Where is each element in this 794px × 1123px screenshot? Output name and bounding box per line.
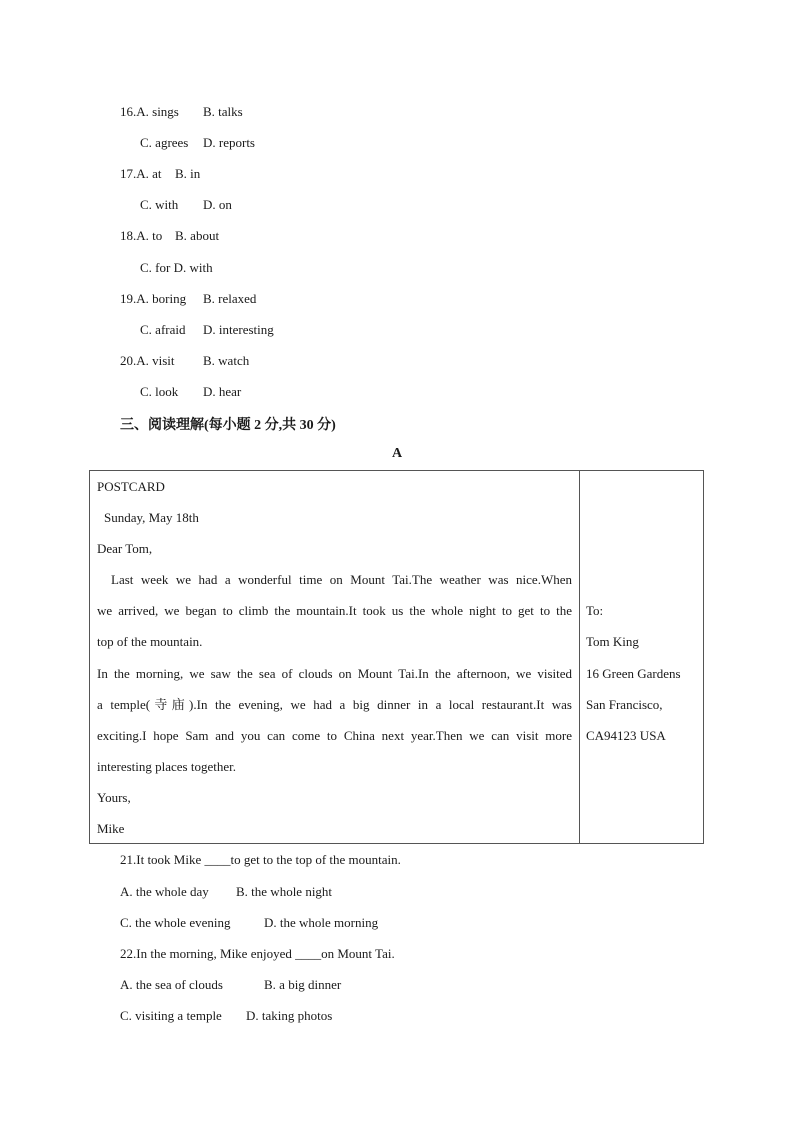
- q22-option-a: A. the sea of clouds: [120, 977, 223, 992]
- postcard-divider: [579, 471, 580, 843]
- q19-option-a: 19.A. boring: [120, 291, 187, 306]
- postcard-body-line-1: Last week we had a wonderful time on Mount Tai.The weather was nice.When: [111, 572, 572, 587]
- postcard-body-line-2: we arrived, we began to climb the mountain.It took us the whole night to get to the: [97, 603, 572, 618]
- q19-option-c: C. afraid: [140, 322, 186, 337]
- postcard-signature: Mike: [97, 821, 125, 836]
- q20-option-b: B. watch: [203, 353, 250, 368]
- section-label: A: [391, 446, 403, 461]
- q21-option-b: B. the whole night: [236, 884, 333, 899]
- q20-option-a: 20.A. visit: [120, 353, 175, 368]
- q21-option-c: C. the whole evening: [120, 915, 231, 930]
- q20-option-c: C. look: [140, 384, 179, 399]
- q22-option-c: C. visiting a temple: [120, 1008, 222, 1023]
- q18-option-a: 18.A. to: [120, 228, 163, 243]
- q17-option-d: D. on: [203, 197, 232, 212]
- q21-stem: 21.It took Mike ____to get to the top of the mountain.: [120, 852, 401, 867]
- address-zip: CA94123 USA: [586, 728, 666, 743]
- postcard-greeting: Dear Tom,: [97, 541, 153, 556]
- q16-option-b: B. talks: [203, 104, 243, 119]
- postcard-body-line-4: In the morning, we saw the sea of clouds on Mount Tai.In the afternoon, we visited: [97, 666, 572, 681]
- q16-option-a: 16.A. sings: [120, 104, 179, 119]
- postcard-closing: Yours,: [97, 790, 131, 805]
- address-street: 16 Green Gardens: [586, 666, 681, 681]
- q18-option-b: B. about: [175, 228, 220, 243]
- q22-stem: 22.In the morning, Mike enjoyed ____on Mount Tai.: [120, 946, 395, 961]
- q17-option-b: B. in: [175, 166, 201, 181]
- postcard-body-line-6: exciting.I hope Sam and you can come to China next year.Then we can visit more: [97, 728, 572, 743]
- q19-option-b: B. relaxed: [203, 291, 257, 306]
- q16-option-c: C. agrees: [140, 135, 189, 150]
- postcard-body-line-3: top of the mountain.: [97, 634, 203, 649]
- q21-option-d: D. the whole morning: [264, 915, 379, 930]
- postcard-body-line-7: interesting places together.: [97, 759, 236, 774]
- address-city: San Francisco,: [586, 697, 663, 712]
- q17-option-c: C. with: [140, 197, 179, 212]
- address-name: Tom King: [586, 634, 639, 649]
- q19-option-d: D. interesting: [203, 322, 274, 337]
- q17-option-a: 17.A. at: [120, 166, 162, 181]
- q16-option-d: D. reports: [203, 135, 255, 150]
- q20-option-d: D. hear: [203, 384, 242, 399]
- q22-option-d: D. taking photos: [246, 1008, 333, 1023]
- postcard-heading: POSTCARD: [97, 479, 165, 494]
- q22-option-b: B. a big dinner: [264, 977, 342, 992]
- postcard-date: Sunday, May 18th: [104, 510, 199, 525]
- address-to: To:: [586, 603, 604, 618]
- postcard: [89, 470, 704, 844]
- postcard-body-line-5: a temple(寺庙).In the evening, we had a big dinner in a local restaurant.It was: [97, 697, 572, 712]
- q18-option-cd: C. for D. with: [140, 260, 213, 275]
- q21-option-a: A. the whole day: [120, 884, 209, 899]
- section-title: 三、阅读理解(每小题 2 分,共 30 分): [120, 418, 336, 433]
